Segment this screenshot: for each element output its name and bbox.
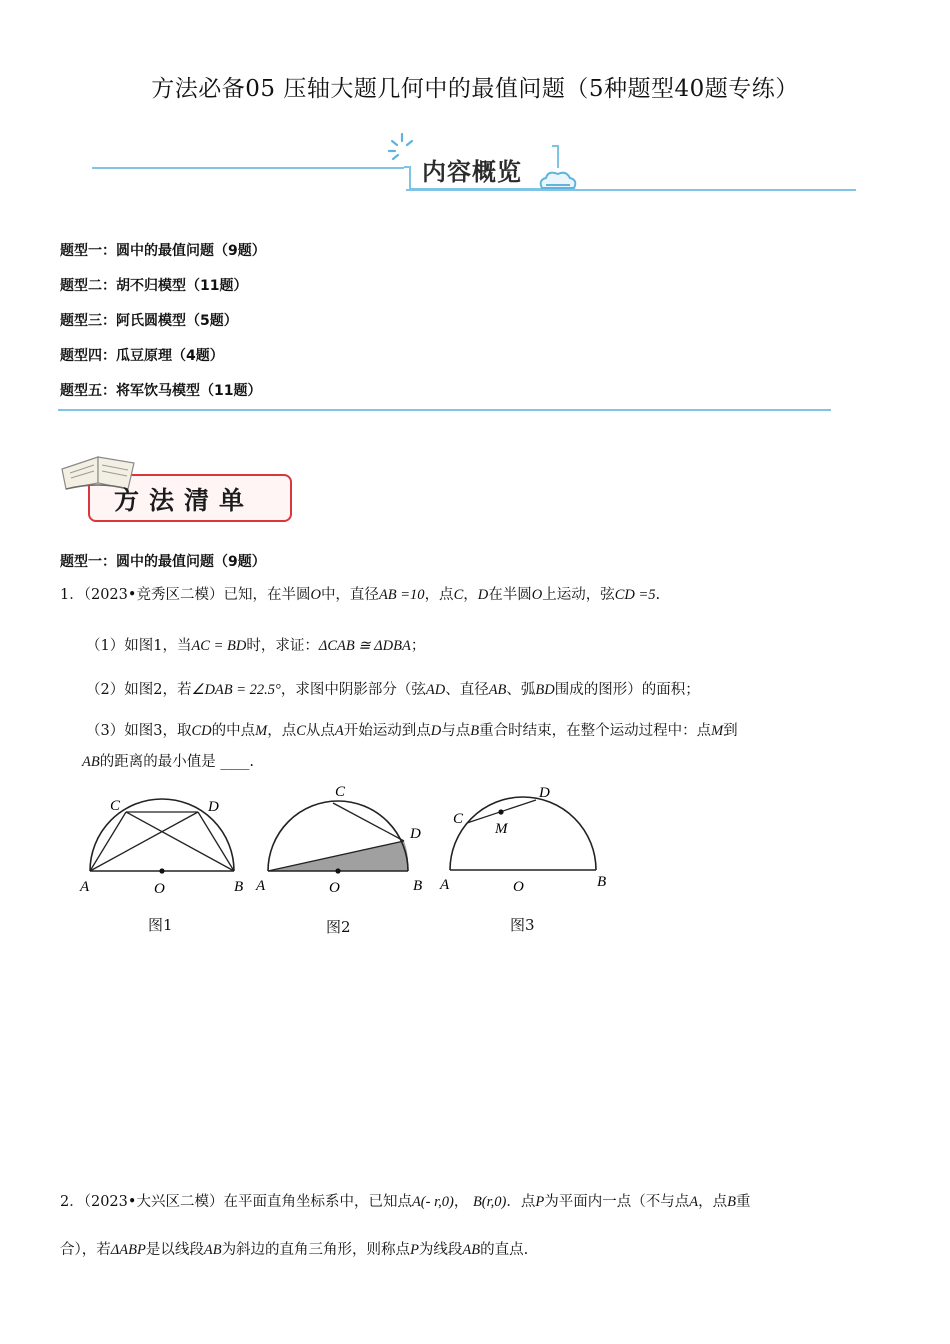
text: 、弧 (506, 682, 536, 698)
math: B (470, 723, 480, 739)
math: D (477, 587, 489, 603)
math: AD (425, 682, 446, 698)
text: （3）如图3，取 (86, 723, 192, 739)
text: （1）如图1，当 (86, 638, 192, 654)
text: 、直径 (445, 682, 489, 698)
math: ∠DAB = 22.5° (191, 682, 281, 698)
math: O (310, 587, 321, 603)
fig1-label: O (154, 881, 165, 897)
figure-2-caption: 图2 (326, 918, 351, 936)
figure-2 (255, 780, 440, 900)
text: 中，直径 (320, 587, 379, 603)
math: AB (462, 1242, 481, 1258)
text: 是以线段 (145, 1242, 204, 1258)
question-1-part-3 (86, 715, 898, 748)
text: ， (463, 587, 478, 603)
text: 到 (723, 723, 738, 739)
text: 开始运动到点 (343, 723, 431, 739)
page-title: 方法必备05 压轴大题几何中的最值问题（5种题型40题专练） (151, 76, 799, 102)
math: A (334, 723, 344, 739)
section-heading: 题型一：圆中的最值问题（9题） (60, 554, 266, 570)
text: 重合时结束，在整个运动过程中：点 (479, 723, 712, 739)
fig2-label: D (410, 826, 421, 842)
fig3-label: M (495, 821, 508, 837)
fig3-label: O (513, 879, 524, 895)
text: ； (410, 638, 426, 654)
text: 上运动，弦 (542, 587, 615, 603)
text: 围成的图形）的面积； (554, 682, 700, 698)
fig2-label: A (256, 878, 266, 894)
math: AB (203, 1242, 222, 1258)
fig1-label: C (110, 798, 121, 814)
fig3-label: B (597, 874, 607, 890)
text: 已知，在半圆 (223, 587, 311, 603)
math: BD (535, 682, 555, 698)
category-item: 题型二：胡不归模型（11题） (60, 278, 248, 294)
math: A(- r,0) (411, 1194, 454, 1210)
text: 在半圆 (488, 587, 532, 603)
fig1-label: D (208, 799, 219, 815)
math: P (535, 1194, 545, 1210)
math: AB (488, 682, 507, 698)
question-number: 2． (60, 1194, 84, 1210)
answer-blank[interactable]: ____ (220, 754, 250, 770)
text: ．点 (506, 1194, 536, 1210)
math: C (453, 587, 464, 603)
categories-divider (58, 409, 831, 411)
category-item: 题型一：圆中的最值问题（9题） (60, 243, 266, 259)
fig3-label: D (539, 785, 550, 801)
text: ，点 (424, 587, 454, 603)
text: 时，求证： (246, 638, 319, 654)
method-list-label: 方法清单 (114, 486, 255, 515)
text: ，点 (698, 1194, 728, 1210)
math: AC = BD (191, 638, 247, 654)
category-item: 题型四：瓜豆原理（4题） (60, 348, 224, 364)
math: AB =10 (378, 587, 425, 603)
question-1-part-1 (86, 636, 425, 656)
figure-1-caption: 图1 (148, 916, 173, 934)
math: ΔABP (110, 1242, 146, 1258)
fig1-label: A (80, 879, 90, 895)
text: ，求图中阴影部分（弦 (280, 682, 426, 698)
text: . (249, 754, 254, 770)
math: A (689, 1194, 699, 1210)
text: 的距离的最小值是 (99, 754, 216, 770)
text: 合），若 (60, 1242, 111, 1258)
fig2-label: O (329, 880, 340, 896)
fig3-label: C (453, 811, 464, 827)
overview-rule-left (92, 167, 404, 169)
question-1-part-3-cont (82, 752, 254, 772)
text: 的中点 (211, 723, 256, 739)
question-source: （2023•竞秀区二模） (83, 587, 224, 603)
fig2-label: B (413, 878, 423, 894)
category-item: 题型三：阿氏圆模型（5题） (60, 313, 238, 329)
text: . (655, 587, 661, 603)
text: （2）如图2，若 (86, 682, 192, 698)
figure-3-caption: 图3 (510, 916, 535, 934)
math: ΔCAB ≅ ΔDBA (318, 638, 411, 654)
text: ， (453, 1194, 469, 1210)
fig2-label: C (335, 784, 346, 800)
figure-3 (435, 780, 620, 895)
question-number: 1． (60, 587, 84, 603)
fig1-label: B (234, 879, 244, 895)
question-2-stem-cont (60, 1240, 896, 1260)
math: C (296, 723, 306, 739)
math: M (711, 723, 724, 739)
question-2-stem (60, 1192, 896, 1212)
figure-1 (70, 790, 260, 900)
text: 为斜边的直角三角形，则称点 (221, 1242, 411, 1258)
math: CD =5 (614, 587, 656, 603)
text: 为平面内一点（不与点 (544, 1194, 690, 1210)
math: M (255, 723, 268, 739)
text: 为线段 (418, 1242, 463, 1258)
category-item: 题型五：将军饮马模型（11题） (60, 383, 262, 399)
text: 重 (735, 1194, 751, 1210)
math: O (531, 587, 543, 603)
math: D (430, 723, 442, 739)
text: 与点 (441, 723, 471, 739)
fig3-label: A (440, 877, 450, 893)
question-1-part-2 (86, 680, 700, 700)
math: B (727, 1194, 736, 1210)
math: AB (82, 754, 100, 770)
sparkle-icon (389, 134, 412, 159)
text: 从点 (305, 723, 335, 739)
overview-label: 内容概览 (422, 158, 522, 186)
math: P (410, 1242, 419, 1258)
math: CD (191, 723, 212, 739)
cloud-icon (541, 173, 576, 188)
text: ，点 (267, 723, 297, 739)
question-1-stem (60, 585, 900, 605)
text: 的直点. (480, 1242, 529, 1258)
question-source: （2023•大兴区二模） (83, 1194, 224, 1210)
math: B(r,0) (472, 1194, 507, 1210)
text: 在平面直角坐标系中，已知点 (223, 1194, 412, 1210)
